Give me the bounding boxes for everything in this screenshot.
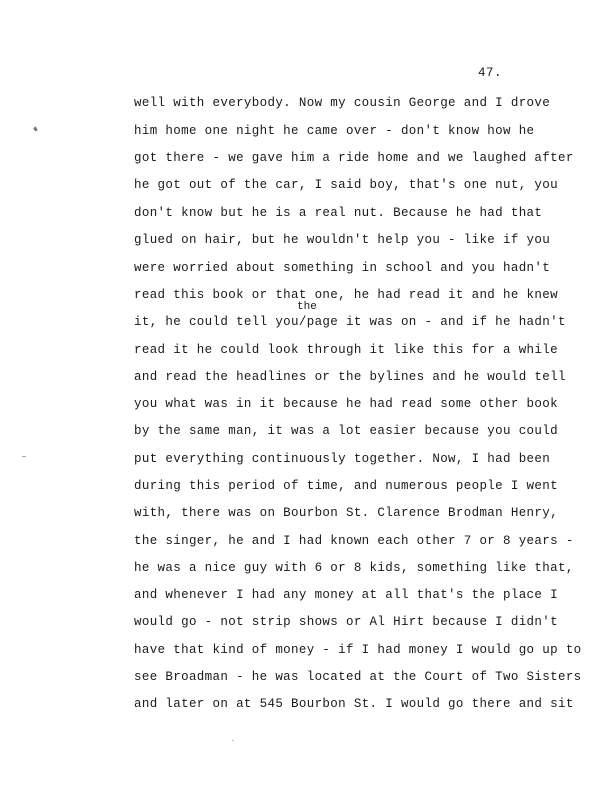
- text-line-4: he got out of the car, I said boy, that's one nut, you: [134, 178, 558, 192]
- text-line-19: and whenever I had any money at all that's the place I: [134, 588, 558, 602]
- text-line-15: during this period of time, and numerous people I went: [134, 479, 558, 493]
- text-line-5: don't know but he is a real nut. Because he had that: [134, 206, 543, 220]
- text-line-21: have that kind of money - if I had money I would go up to: [134, 643, 582, 657]
- text-line-17: the singer, he and I had known each other 7 or 8 years -: [134, 534, 574, 548]
- text-line-2: him home one night he came over - don't know how he: [134, 124, 535, 138]
- text-line-11: and read the headlines or the bylines and he would tell: [134, 370, 566, 384]
- margin-mark: [22, 456, 26, 457]
- text-line-22: see Broadman - he was located at the Court of Two Sisters: [134, 670, 582, 684]
- text-line-14: put everything continuously together. Now, I had been: [134, 452, 551, 466]
- text-line-13: by the same man, it was a lot easier because you could: [134, 424, 558, 438]
- text-line-6: glued on hair, but he wouldn't help you - like if you: [134, 233, 551, 247]
- text-line-7: were worried about something in school and you hadn't: [134, 261, 551, 275]
- page-number: 47.: [478, 66, 503, 80]
- text-line-3: got there - we gave him a ride home and we laughed after: [134, 151, 574, 165]
- text-line-8: read this book or that one, he had read it and he knew: [134, 288, 558, 302]
- text-line-10: read it he could look through it like this for a while: [134, 343, 558, 357]
- text-line-12: you what was in it because he had read some other book: [134, 397, 558, 411]
- text-line-1: well with everybody. Now my cousin George and I drove: [134, 96, 551, 110]
- scan-speck: [232, 740, 234, 741]
- interlinear-insert: the: [297, 301, 317, 313]
- margin-mark: [33, 127, 38, 132]
- text-line-9: it, he could tell you/page it was on - and if he hadn't: [134, 315, 566, 329]
- text-line-16: with, there was on Bourbon St. Clarence Brodman Henry,: [134, 506, 558, 520]
- text-line-23: and later on at 545 Bourbon St. I would go there and sit: [134, 697, 574, 711]
- text-line-20: would go - not strip shows or Al Hirt because I didn't: [134, 615, 558, 629]
- text-line-18: he was a nice guy with 6 or 8 kids, something like that,: [134, 561, 574, 575]
